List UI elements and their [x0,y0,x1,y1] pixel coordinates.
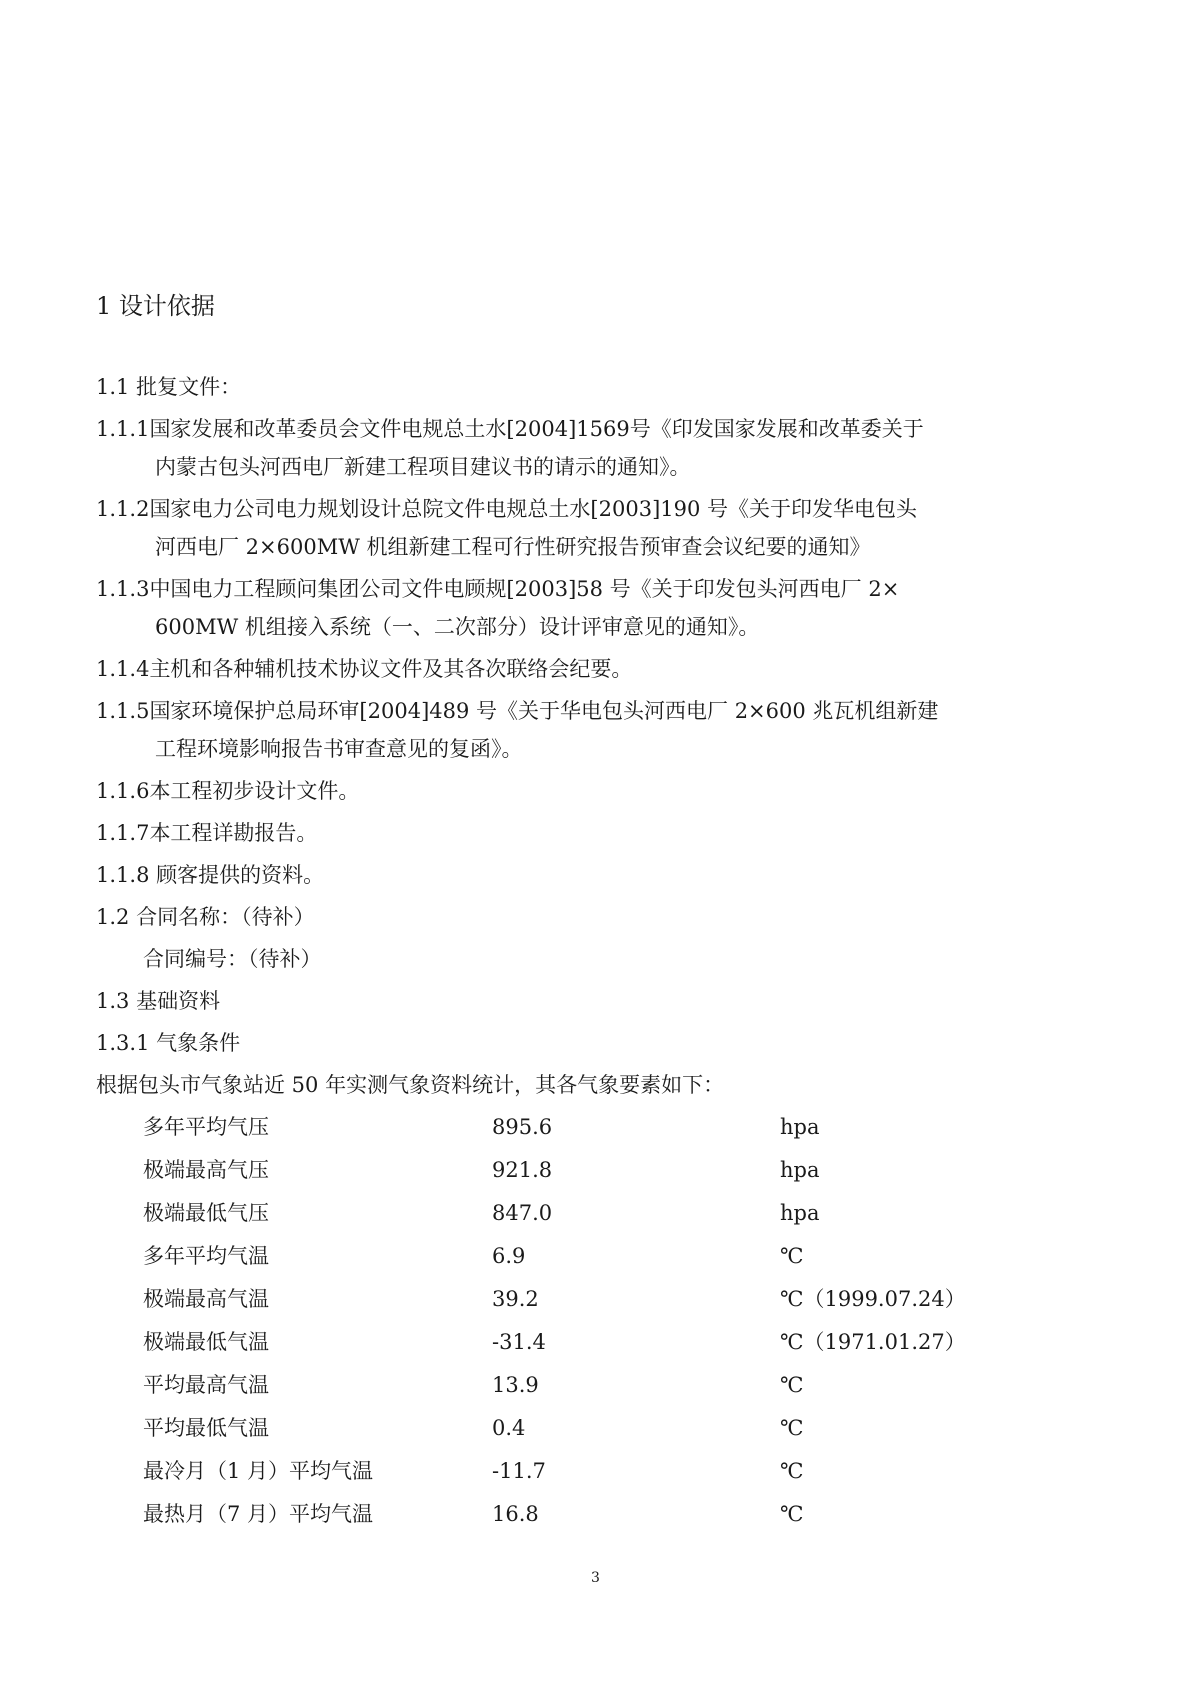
item-number: 1.1.5 [96,699,150,723]
list-item-1-1-2 [96,494,917,524]
climate-row [0,1370,1191,1400]
climate-item-name: 多年平均气压 [143,1115,269,1139]
climate-row [0,1241,1191,1271]
climate-item-unit: ℃（1999.07.24） [780,1287,966,1311]
climate-item-value: 895.6 [492,1115,553,1139]
item-text: 顾客提供的资料。 [149,863,325,887]
item-text: 本工程初步设计文件。 [149,779,360,803]
climate-row [0,1327,1191,1357]
climate-row [0,1456,1191,1486]
item-number: 1.1.1 [96,417,150,441]
climate-item-value: 16.8 [492,1502,539,1526]
climate-item-name: 极端最低气压 [143,1201,269,1225]
climate-item-name: 极端最高气温 [143,1287,269,1311]
subsection-heading-approvals: 1.1 批复文件： [96,375,242,399]
item-number: 1.1.8 [96,863,150,887]
climate-item-unit: ℃ [780,1502,804,1526]
item-number: 1.1.3 [96,577,150,601]
climate-row [0,1499,1191,1529]
climate-item-value: -31.4 [492,1330,546,1354]
item-text: 主机和各种辅机技术协议文件及其各次联络会纪要。 [149,657,633,681]
list-item-1-1-3 [96,574,899,604]
climate-item-unit: ℃ [780,1459,804,1483]
item-text-continued: 600MW 机组接入系统（一、二次部分）设计评审意见的通知》。 [155,615,760,639]
climate-item-name: 平均最低气温 [143,1416,269,1440]
item-text: 国家环境保护总局环审[2004]489 号《关于华电包头河西电厂 2×600 兆瓦机组新建 [149,699,939,723]
item-number: 1.1.4 [96,657,150,681]
list-item-1-1-6 [96,776,359,806]
climate-row [0,1284,1191,1314]
basic-data-heading: 1.3 基础资料 [96,989,221,1013]
item-text: 国家电力公司电力规划设计总院文件电规总土水[2003]190 号《关于印发华电包头 [149,497,918,521]
page-number: 3 [591,1570,600,1586]
item-number: 1.1.2 [96,497,150,521]
climate-row [0,1413,1191,1443]
item-text: 中国电力工程顾问集团公司文件电顾规[2003]58 号《关于印发包头河西电厂 2× [149,577,900,601]
climate-item-name: 极端最高气压 [143,1158,269,1182]
climate-row [0,1198,1191,1228]
climate-item-unit: hpa [780,1201,820,1225]
item-text: 国家发展和改革委员会文件电规总土水[2004]1569号《印发国家发展和改革委关于 [149,417,924,441]
climate-intro-paragraph: 根据包头市气象站近 50 年实测气象资料统计，其各气象要素如下： [96,1073,725,1097]
climate-item-value: 0.4 [492,1416,526,1440]
climate-row [0,1112,1191,1142]
climate-item-name: 最热月（7 月）平均气温 [143,1502,374,1526]
item-number: 1.1.7 [96,821,150,845]
section-heading: 1 设计依据 [96,292,215,320]
item-text-continued: 内蒙古包头河西电厂新建工程项目建议书的请示的通知》。 [155,455,691,479]
climate-item-value: 921.8 [492,1158,553,1182]
list-item-1-1-1 [96,414,924,444]
climate-item-unit: ℃ [780,1416,804,1440]
climate-item-name: 平均最高气温 [143,1373,269,1397]
climate-item-name: 极端最低气温 [143,1330,269,1354]
climate-item-name: 多年平均气温 [143,1244,269,1268]
list-item-1-1-4 [96,654,632,684]
climate-item-unit: hpa [780,1158,820,1182]
list-item-1-1-8 [96,860,324,890]
list-item-1-1-5 [96,696,938,726]
climate-item-unit: hpa [780,1115,820,1139]
climate-conditions-heading: 1.3.1 气象条件 [96,1031,241,1055]
climate-item-value: 13.9 [492,1373,539,1397]
climate-item-value: 847.0 [492,1201,553,1225]
item-text: 本工程详勘报告。 [149,821,318,845]
climate-item-value: -11.7 [492,1459,546,1483]
climate-item-unit: ℃（1971.01.27） [780,1330,966,1354]
climate-row [0,1155,1191,1185]
item-text-continued: 河西电厂 2×600MW 机组新建工程可行性研究报告预审查会议纪要的通知》 [155,535,871,559]
contract-name-line: 1.2 合同名称：（待补） [96,905,315,929]
item-number: 1.1.6 [96,779,150,803]
contract-number-line: 合同编号：（待补） [143,947,322,971]
climate-item-value: 39.2 [492,1287,539,1311]
climate-item-unit: ℃ [780,1373,804,1397]
climate-item-unit: ℃ [780,1244,804,1268]
item-text-continued: 工程环境影响报告书审查意见的复函》。 [155,737,523,761]
climate-item-name: 最冷月（1 月）平均气温 [143,1459,374,1483]
climate-item-value: 6.9 [492,1244,526,1268]
list-item-1-1-7 [96,818,317,848]
